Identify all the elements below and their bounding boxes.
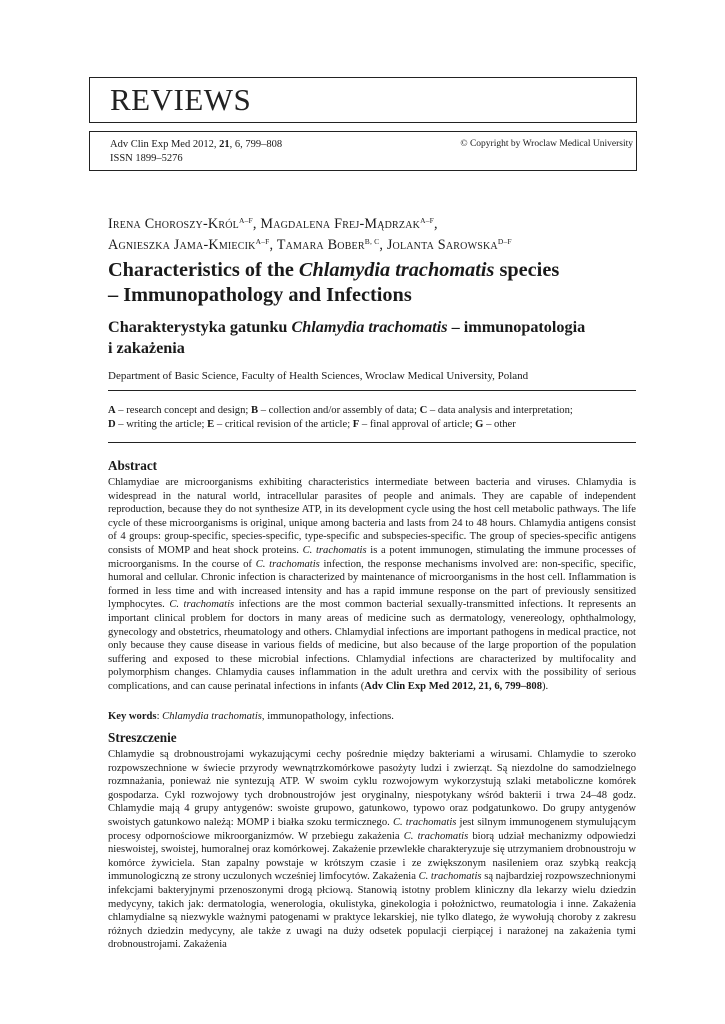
- author-roles: D–F: [497, 237, 512, 246]
- streszczenie-segment: biorą udział mechanizmy odpowiedzi nieswoistej, swoistej, humoralnej oraz komórkowej. Zakażenie przewlekłe charakteryzuje się utrzymaniem drobnoustroju w komórce żywiciela. Stan zapalny powstaje w krótszym czasie i ze zwiększonym nasileniem oraz szybką reakcją immunologiczną ze strony uczulonych wcześniej limfocytów. Zakażenia: [108, 830, 636, 883]
- keywords-rest: , immunopathology, infections.: [261, 711, 394, 722]
- title-pl-part: Charakterystyka gatunku: [108, 318, 292, 336]
- article-title-pl: [108, 317, 628, 359]
- abstract-citation: Adv Clin Exp Med 2012, 21, 6, 799–808: [364, 680, 542, 692]
- author-separator: ,: [252, 216, 261, 232]
- contrib-key: D: [108, 418, 116, 430]
- streszczenie-species: C. trachomatis: [403, 830, 469, 842]
- author-roles: A–F: [420, 216, 435, 225]
- abstract-segment: ).: [542, 680, 549, 692]
- title-en-species: Chlamydia trachomatis: [298, 259, 495, 281]
- abstract-segment: is a potent immunogen, stimulating the immune processes of microorganisms. In the course of: [108, 544, 636, 570]
- contrib-text: – writing the article;: [115, 418, 208, 430]
- author-roles: A–F: [255, 237, 270, 246]
- contrib-key: C: [419, 405, 428, 416]
- streszczenie-segment: jest silnym immunogenem stymulującym procesy odpornościowe mikroorganizmów. W przebiegu zakażenia: [108, 816, 636, 842]
- contrib-text: – collection and/or assembly of data;: [258, 405, 420, 416]
- affiliation: Department of Basic Science, Faculty of Health Sciences, Wroclaw Medical University, Poland: [108, 370, 529, 382]
- contrib-text: – critical revision of the article;: [214, 418, 353, 430]
- contribution-legend: [108, 404, 636, 431]
- contrib-key: A: [108, 405, 116, 416]
- streszczenie-species: C. trachomatis: [418, 871, 482, 883]
- author-name: Tamara Bober: [276, 237, 365, 253]
- abstract-heading: Abstract: [108, 458, 158, 473]
- contrib-text: – data analysis and interpretation;: [427, 405, 573, 416]
- streszczenie-segment: są najbardziej rozpowszechnionymi infekcjami bakteryjnymi przenoszonymi drogą płciową. Stanowią istotny problem kliniczny dla lekarzy wielu dziedzin medycyny, takich jak: dermatologia, wenerologia, okulistyka, ginekologia i położnictwo, reumatologia i inne. Zakażenia chlamydialne są niezwykle ważnymi patogenami w praktyce lekarskiej, nie tylko dlatego, że wywołują choroby z zakresu różnych dziedzin medycyny, ale także z uwagi na duży odsetek populacji cierpiącej i narażonej na zakażenia tymi drobnoustrojami. Zakażenia: [108, 871, 636, 951]
- contrib-key: E: [207, 418, 215, 430]
- author-separator: ,: [434, 216, 438, 232]
- issn: ISSN 1899–5276: [110, 152, 183, 164]
- journal-volume: 21: [219, 139, 230, 150]
- contrib-key: F: [352, 418, 360, 430]
- contrib-text: – research concept and design;: [115, 405, 251, 416]
- author-roles: B, C: [364, 237, 380, 246]
- keywords-species: Chlamydia trachomatis: [162, 711, 262, 722]
- title-en-line2: – Immunopathology and Infections: [108, 284, 412, 306]
- author-list: [108, 212, 512, 254]
- contrib-text: – other: [483, 418, 516, 430]
- title-en-part: species: [494, 259, 560, 281]
- journal-prefix: Adv Clin Exp Med 2012,: [110, 139, 220, 150]
- streszczenie-segment: Chlamydie są drobnoustrojami wykazującymi cechy pośrednie między bakteriami a wirusami. Chlamydie to szeroko rozpowszechnione w świecie przyrody wewnątrzkomórkowe pasożyty ludzi i zwierząt. Są niezdolne do samodzielnego rozmnażania, ponieważ nie syntezują ATP. W swoim cyklu rozwojowym wykorzystują szlaki metaboliczne komórek gospodarza. Cykl rozwojowy tych drobnoustrojów jest oryginalny, niespotykany wśród bakterii i trwa 24–48 godz. Chlamydie mają 4 grupy antygenów: swoiste grupowo, gatunkowo, typowo oraz podgatunkowo. Do grupy antygenów swoistych gatunkowo należą: MOMP i białka szoku termicznego.: [108, 749, 636, 828]
- abstract-segment: Chlamydiae are microorganisms exhibiting characteristics intermediate between bacteria and viruses. Chlamydia is widespread in the natural world, intracellular parasites of people and animals. They are capable of independent reproduction, because they do not synthesize ATP, in its development cycle using the host cell metabolic pathways. The life cycle of these microorganisms is original, unique among bacteria and lasts from 24 to 48 hours. Chlamydia antigens consist of 4 groups: group-specific, species-specific, type-specific and subspecies-specific. The group of species-specific antigens consists of MOMP and heat shock proteins.: [108, 477, 636, 556]
- abstract-species: C. trachomatis: [169, 599, 235, 611]
- citation-info: [110, 138, 282, 165]
- divider-top: [108, 390, 636, 391]
- author-separator: ,: [379, 237, 387, 253]
- abstract-segment: infections are the most common bacterial sexually-transmitted infections. It represents an important clinical problem for doctors in many areas of medicine such as dermatology, venereology, ophthalmology, gynecology and obstetrics, rheumatology and others. Chlamydial infections are important pathogens in medical practice, not only because they cause disease in various fields of medicine, but also because of the large proportion of the population suffering and exposed to these microbial infections. Chlamydial infections are characterized by multifocality and polymorphism changes. Chlamydia causes inflammation in the adult urethra and cervix with the possibility of serious complications, and can cause perinatal infections in infants (: [108, 599, 636, 692]
- author-separator: ,: [269, 237, 277, 253]
- keywords: [108, 710, 394, 724]
- author-name: Jolanta Sarowska: [386, 237, 498, 253]
- journal-issue-pages: , 6, 799–808: [229, 139, 283, 150]
- title-pl-line2: i zakażenia: [108, 339, 185, 357]
- author-roles: A–F: [238, 216, 253, 225]
- contrib-text: – final approval of article;: [359, 418, 476, 430]
- title-en-part: Characteristics of the: [108, 259, 299, 281]
- abstract-segment: infection, the response mechanisms involved are: non-specific, specific, humoral and cellular. Chronic infection is characterized by maintenance of microorganisms in the host cell. Inflammation is formed in less time and with increased intensity and has a rapid immune response on the part of previously sensitized lymphocytes.: [108, 558, 636, 611]
- author-name: Irena Choroszy-Król: [108, 216, 239, 232]
- divider-bottom: [108, 442, 636, 443]
- abstract-species: C. trachomatis: [302, 544, 367, 556]
- title-pl-part: – immunopatologia: [447, 318, 586, 336]
- streszczenie-text: [108, 748, 636, 952]
- streszczenie-species: C. trachomatis: [392, 816, 457, 828]
- contrib-key: G: [475, 418, 484, 430]
- copyright: © Copyright by Wroclaw Medical University: [460, 139, 633, 149]
- title-pl-species: Chlamydia trachomatis: [291, 318, 448, 336]
- article-title-en: [108, 258, 628, 308]
- author-name: Agnieszka Jama-Kmiecik: [108, 237, 256, 253]
- author-name: Magdalena Frej-Mądrzak: [260, 216, 421, 232]
- keywords-label: Key words: [108, 711, 157, 722]
- contrib-key: B: [250, 405, 259, 416]
- abstract-species: C. trachomatis: [255, 558, 320, 570]
- keywords-colon: :: [156, 711, 163, 722]
- abstract-text: [108, 476, 636, 694]
- section-label: REVIEWS: [110, 82, 252, 117]
- streszczenie-heading: Streszczenie: [108, 730, 177, 745]
